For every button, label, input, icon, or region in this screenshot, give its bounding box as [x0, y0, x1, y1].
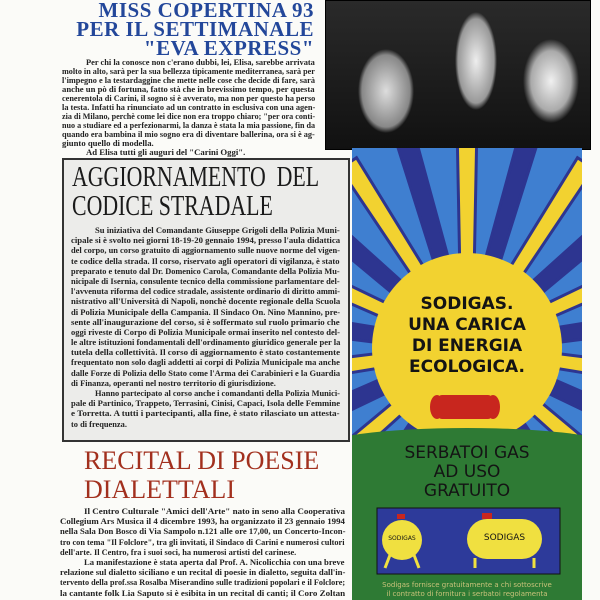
- article1-title-line: "EVA EXPRESS": [143, 36, 314, 60]
- ad-fine-print-line: il contratto di fornitura i serbatoi regolamenta: [386, 590, 548, 598]
- text-line: di Polizia Municipale della Campania. Il Sindaco On. Nino Mannino, pre-: [71, 307, 340, 317]
- text-line: dalle Forze di Polizia dello Stato come l'Arma dei Carabinieri e la Guardia: [71, 368, 341, 378]
- text-line: La manifestazione è stata aperta dal Prof. A. Nicolicchia con una breve: [84, 557, 345, 567]
- text-line: tervento della prof.ssa Rosalba Miserandino sulle tradizioni popolari e il Folclore;: [60, 578, 346, 588]
- ad-slogan-line: ECOLOGICA.: [409, 357, 525, 377]
- text-line: nella Sala Don Bosco di Via Sampolo n.121 alle ore 17,00, un Concerto-Incon-: [60, 527, 346, 537]
- text-line: tutela della collettività. Il corso di aggiornamento è stato costantemente: [71, 348, 341, 358]
- article1-title: [62, 1, 314, 58]
- text-line: nuo a studiare ed a perfezionarmi, la danza è stata la mia passione, fin da: [62, 120, 316, 130]
- article3-body: [60, 507, 346, 599]
- text-line: frequentato non solo dagli addetti ai corpi di Polizia Municipale ma anche: [71, 358, 340, 368]
- text-line: sente all'inaugurazione del corso, si è soffermato sul ruolo primario che: [71, 317, 340, 327]
- text-line: pale di Partinico, Trappeto, Terrasini, Cinisi, Capaci, Isola delle Femmine: [71, 399, 341, 409]
- ad-headline-line: GRATUITO: [423, 481, 511, 501]
- article1-title-line: PER IL SETTIMANALE: [76, 17, 314, 41]
- ad-slogan-line: SODIGAS.: [420, 294, 514, 314]
- article3-title-line: DIALETTALI: [84, 475, 235, 504]
- text-line: la testa. Infatti ha rinunciato ad un contratto in esclusiva con una agen-: [62, 102, 316, 112]
- article2-title-line: AGGIORNAMENTO DEL: [72, 162, 320, 193]
- article2-body: [71, 226, 341, 430]
- text-line: nistrativo all'Università di Napoli, nonchè docente regionale della Scuola: [71, 297, 341, 307]
- text-line: Collegium Ars Musica il 4 dicembre 1993, ha organizzato il 23 gennaio 1994: [60, 517, 345, 527]
- text-line: Ad Elisa tutti gli auguri del "Carini Oggi".: [86, 147, 246, 157]
- text-line: dell'arte. Il Centro, fra i suoi soci, ha numerosi artisti del carinese.: [60, 547, 297, 557]
- tank-small-label: SODIGAS: [388, 535, 416, 542]
- text-line: la cantante folk Lia Saputo si è esibita in un recital di canti; il Coro Zoltan: [60, 588, 346, 598]
- article1-title-line: MISS COPERTINA 93: [98, 0, 314, 22]
- ad-fine-print-line: Sodigas fornisce gratuitamente a chi sottoscrive: [382, 581, 552, 589]
- text-line: cenerentola di Carini, il sogno si è avverato, ma non per questo ha perso: [62, 93, 316, 103]
- text-line: Per chi la conosce non c'erano dubbi, lei, Elisa, sarebbe arrivata: [86, 57, 315, 67]
- text-line: cipale si è svolto nei giorni 18-19-20 gennaio 1994, presso l'aula didattica: [71, 236, 341, 246]
- ad-fine-print: [352, 581, 582, 599]
- text-line: preparato e tenuto dal Dr. Domenico Carola, Comandante della Polizia Mu-: [71, 266, 340, 276]
- article1-body: [62, 58, 316, 157]
- text-line: di Finanza, operanti nel nostro territorio di giurisdizione.: [71, 378, 276, 388]
- text-line: l'impegno e la testardaggine che mette nelle cose che decide di fare, sarà: [62, 75, 315, 85]
- text-line: nicipale di Isernia, consulente tecnico della commissione parlamentare del-: [71, 276, 340, 286]
- text-line: molto in alto, sarà per la sua bellezza tipicamente mediterranea, sarà per: [62, 66, 315, 76]
- ad-slogan-line: DI ENERGIA: [411, 336, 523, 356]
- text-line: le altre istituzioni fondamentali dell'ordinamento giuridico generale per la: [71, 338, 341, 348]
- ad-headline-line: SERBATOI GAS: [404, 443, 530, 463]
- article3-title: [84, 446, 344, 504]
- ad-headline: [352, 444, 582, 501]
- article2-title-line: CODICE STRADALE: [72, 191, 273, 222]
- article2-box: [62, 158, 350, 442]
- text-line: Hanno partecipato al corso anche i comandanti della Polizia Munici-: [95, 389, 340, 398]
- text-line: to di frequenza.: [71, 419, 127, 429]
- ad-slogan-line: UNA CARICA: [408, 315, 526, 335]
- ad-slogan: [352, 294, 582, 378]
- tank-large-label: SODIGAS: [483, 533, 526, 543]
- text-line: tro con tema "Il Folclore", tra gli invitati, il Sindaco di Carini e numerosi cultori: [60, 537, 345, 547]
- red-tank-icon: [430, 395, 500, 419]
- article3-title-line: RECITAL DI POESIE: [84, 446, 320, 475]
- text-line: anche un pò di fortuna, fatto stà che in brevissimo tempo, per questa: [62, 84, 315, 94]
- miss-copertina-photo: [325, 0, 591, 150]
- text-line: zia di Milano, perchè come lei dice non era troppo chiaro; "per ora conti-: [62, 111, 316, 121]
- text-line: relazione sul dialetto siciliano e un recital di poesie in dialetto, seguita dall'in-: [60, 568, 346, 578]
- text-line: l'avvenuta riforma del codice stradale, assistente ordinario di diritto ammi-: [71, 287, 340, 297]
- sun-ray: [457, 148, 477, 268]
- text-line: giunto quello di modella.: [62, 138, 154, 148]
- text-line: oggi riveste di Corpo di Polizia Municipale ormai inserito nel contesto del-: [71, 327, 340, 337]
- ad-headline-line: AD USO: [433, 462, 501, 482]
- sodigas-advertisement: [352, 148, 582, 600]
- text-line: Su iniziativa del Comandante Giuseppe Grigoli della Polizia Muni-: [95, 226, 340, 235]
- article2-title: [72, 163, 338, 221]
- text-line: del corpo, un corso gratuito di aggiornamento sulle nuove norme del vigen-: [71, 246, 340, 256]
- text-line: Il Centro Culturale "Amici dell'Arte" nato in seno alla Cooperativa: [84, 507, 345, 516]
- text-line: e Torretta. A tutti i partecipanti, alla fine, è stato rilasciato un attesta-: [71, 409, 340, 419]
- text-line: te codice della strada. Il corso, riservato agli operatori di vigilanza, è stato: [71, 256, 340, 266]
- text-line: quando era bambina il mio sogno era di diventare ballerina, ora si è ag-: [62, 129, 315, 139]
